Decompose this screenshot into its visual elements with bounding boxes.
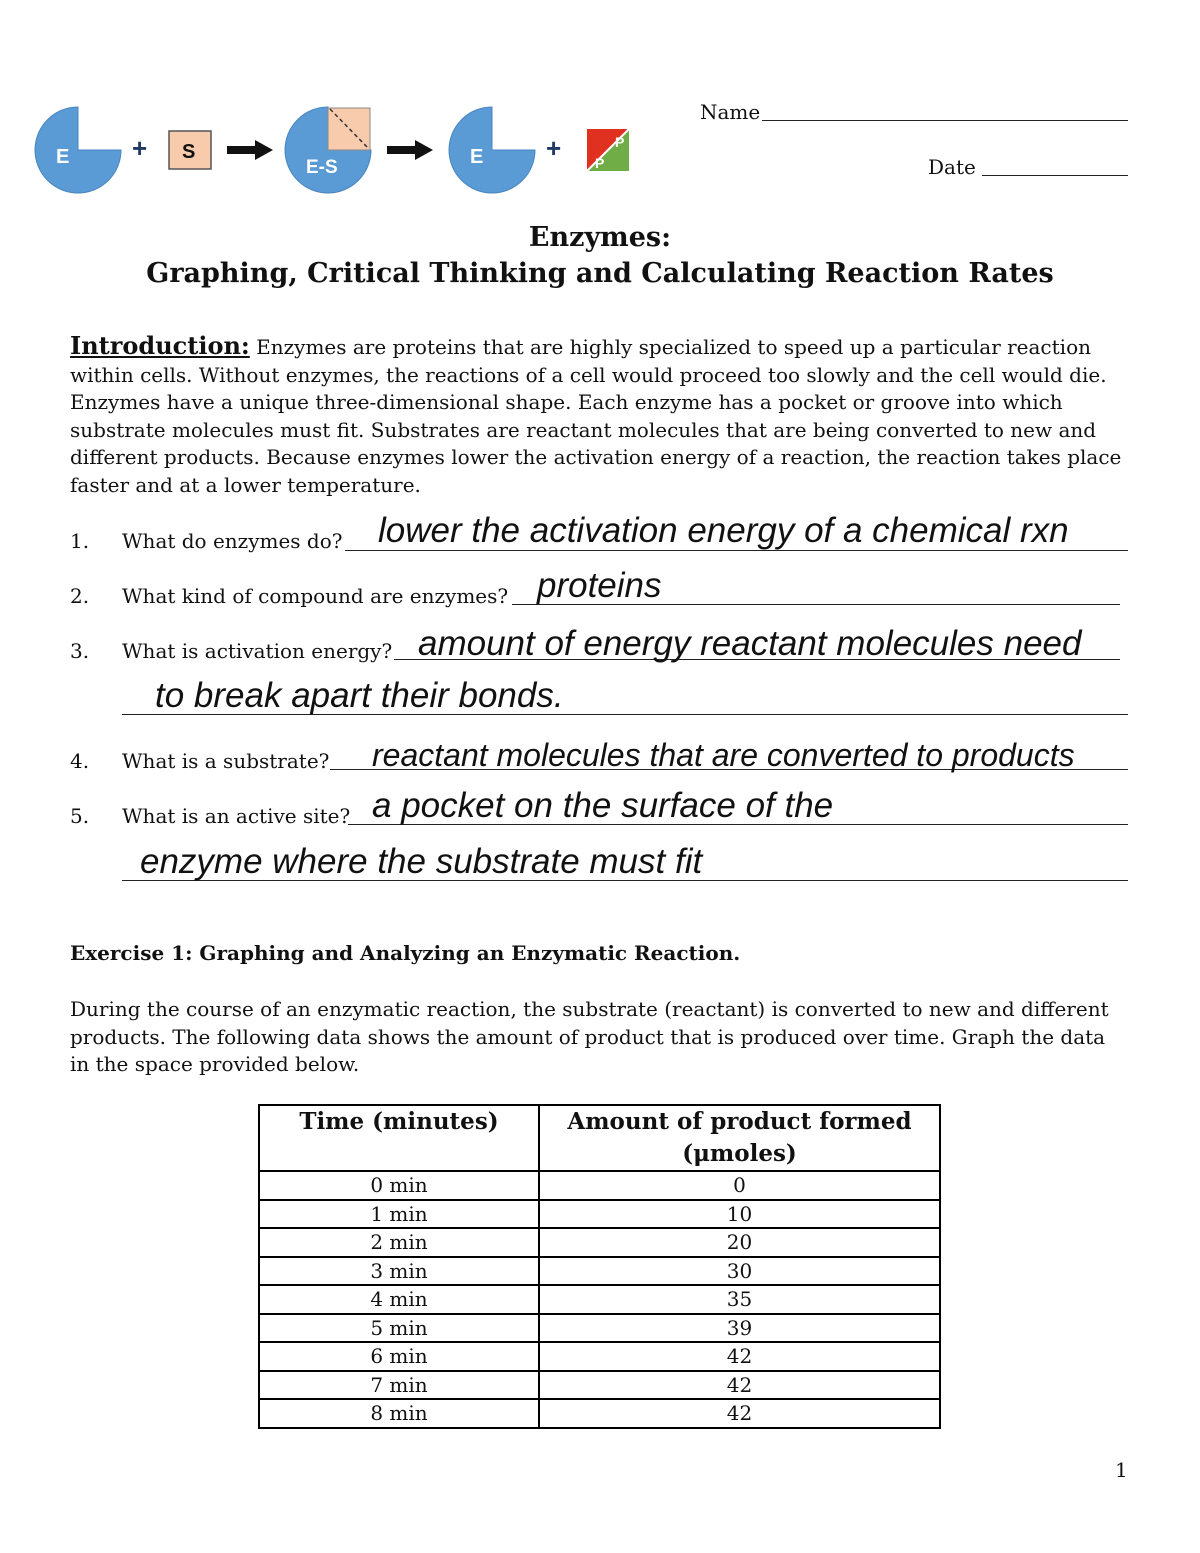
table-row: [259, 1314, 940, 1343]
name-label: Name: [700, 100, 761, 124]
table-row: [259, 1228, 940, 1257]
time-cell: 7 min: [259, 1371, 539, 1400]
substrate-label: S: [182, 141, 196, 163]
time-cell: 8 min: [259, 1399, 539, 1428]
handwritten-answer: enzyme where the substrate must fit: [140, 842, 703, 881]
handwritten-answer: a pocket on the surface of the: [372, 786, 834, 825]
product-cell: 20: [539, 1228, 940, 1257]
table-row: [259, 1257, 940, 1286]
time-cell: 5 min: [259, 1314, 539, 1343]
table-header-product: Amount of product formed (μmoles): [539, 1105, 940, 1171]
table-row: [259, 1171, 940, 1200]
product-cell: 42: [539, 1399, 940, 1428]
enzyme-reaction-diagram: [30, 95, 650, 205]
time-cell: 0 min: [259, 1171, 539, 1200]
page-subtitle: Graphing, Critical Thinking and Calculating Reaction Rates: [146, 258, 1054, 289]
complex-label: E-S: [306, 157, 338, 178]
page-number: 1: [1115, 1458, 1128, 1482]
question-number: 2.: [70, 584, 90, 608]
handwritten-answer: lower the activation energy of a chemical rxn: [378, 511, 1069, 550]
question-number: 4.: [70, 749, 90, 773]
product-cell: 10: [539, 1200, 940, 1229]
handwritten-answer: to break apart their bonds.: [155, 676, 564, 715]
enzyme-shape: [35, 107, 121, 193]
page-title: Enzymes:: [528, 222, 672, 253]
time-cell: 6 min: [259, 1342, 539, 1371]
time-cell: 2 min: [259, 1228, 539, 1257]
question-text: What kind of compound are enzymes?: [122, 584, 509, 608]
table-header-time: Time (minutes): [259, 1105, 539, 1171]
data-table: [258, 1104, 941, 1429]
table-header-row: [259, 1105, 940, 1171]
product-cell: 35: [539, 1285, 940, 1314]
plus-sign: +: [132, 133, 148, 163]
question-number: 5.: [70, 804, 90, 828]
name-field[interactable]: [762, 120, 1128, 121]
handwritten-answer: amount of energy reactant molecules need: [418, 624, 1082, 663]
question-number: 1.: [70, 529, 90, 553]
table-row: [259, 1200, 940, 1229]
product-cell: 42: [539, 1342, 940, 1371]
product-cell: 42: [539, 1371, 940, 1400]
arrow-icon: [227, 140, 273, 160]
product-cell: 39: [539, 1314, 940, 1343]
exercise-heading: Exercise 1: Graphing and Analyzing an Enzymatic Reaction.: [70, 941, 741, 965]
question-text: What is a substrate?: [122, 749, 330, 773]
question-text: What is activation energy?: [122, 639, 393, 663]
arrow-icon: [387, 140, 433, 160]
enzyme-label: E: [470, 146, 484, 168]
introduction-heading: Introduction:: [70, 331, 250, 360]
question-number: 3.: [70, 639, 90, 663]
table-row: [259, 1342, 940, 1371]
date-field[interactable]: [982, 175, 1128, 176]
question-text: What do enzymes do?: [122, 529, 343, 553]
exercise-paragraph: During the course of an enzymatic reaction, the substrate (reactant) is converted to new and different products. The following data shows the amount of product that is produced over time. Graph the data in the space provided below.: [70, 997, 1109, 1077]
product-cell: 30: [539, 1257, 940, 1286]
product-label: P: [615, 134, 625, 150]
enzyme-substrate-complex: [285, 107, 371, 193]
time-cell: 3 min: [259, 1257, 539, 1286]
enzyme-label: E: [56, 146, 70, 168]
plus-sign: +: [546, 133, 562, 163]
table-row: [259, 1371, 940, 1400]
product-cell: 0: [539, 1171, 940, 1200]
question-text: What is an active site?: [122, 804, 351, 828]
products-shape: [587, 129, 629, 171]
substrate-shape: [169, 131, 211, 169]
handwritten-answer: proteins: [537, 566, 662, 605]
enzyme-shape: [449, 107, 535, 193]
date-label: Date: [928, 155, 976, 179]
time-cell: 1 min: [259, 1200, 539, 1229]
table-row: [259, 1399, 940, 1428]
handwritten-answer: reactant molecules that are converted to products: [372, 737, 1075, 773]
introduction-paragraph: [70, 332, 1130, 500]
introduction-text: Enzymes are proteins that are highly specialized to speed up a particular reaction within cells. Without enzymes, the reactions of a cell would proceed too slowly and the cell would die. Enzymes have a unique three-dimensional shape. Each enzyme has a pocket or groove into which substrate molecules must fit. Substrates are reactant molecules that are being converted to new and different products. Because enzymes lower the activation energy of a reaction, the reaction takes place faster and at a lower temperature.: [70, 335, 1122, 497]
product-label: P: [595, 155, 605, 171]
time-cell: 4 min: [259, 1285, 539, 1314]
table-row: [259, 1285, 940, 1314]
